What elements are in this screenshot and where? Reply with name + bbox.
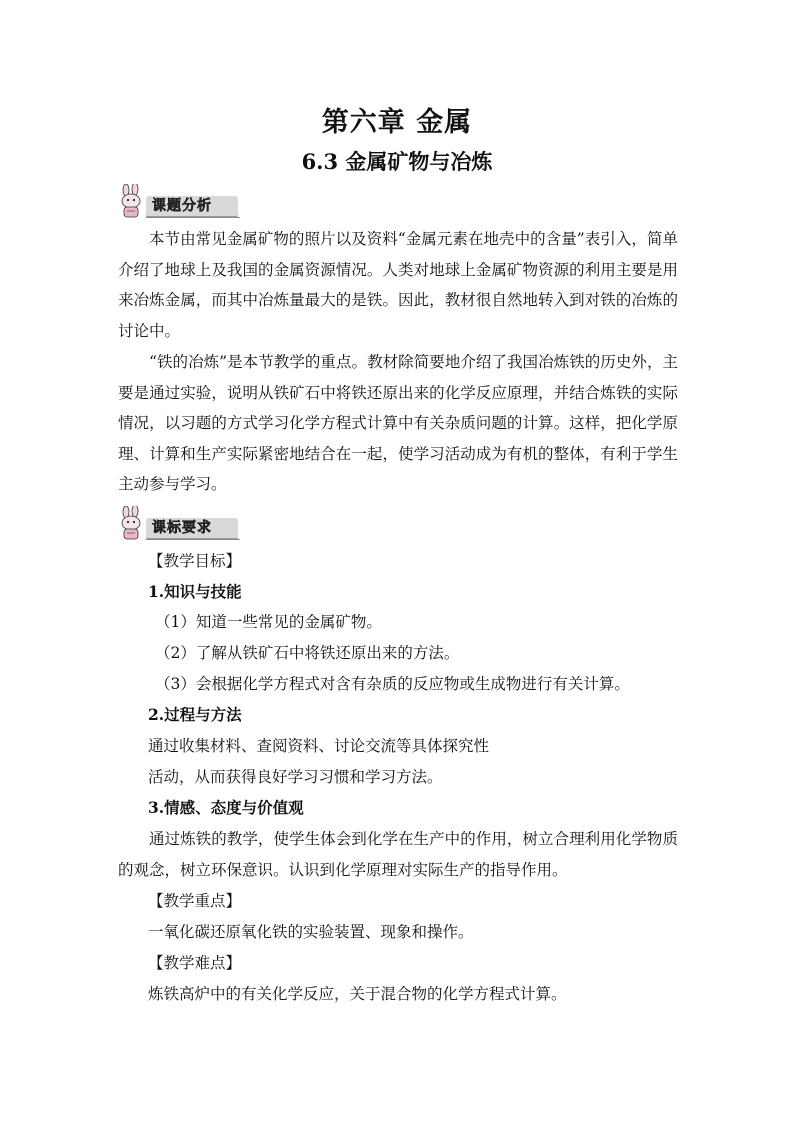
process-methods-line-1: 通过收集材料、查阅资料、讨论交流等具体探究性 bbox=[148, 737, 490, 755]
values-paragraph: 通过炼铁的教学，使学生体会到化学在生产中的作用，树立合理利用化学物质的观念，树立环保意识。认识到化学原理对实际生产的指导作用。 bbox=[118, 830, 678, 879]
objectives-heading: 【教学目标】 bbox=[148, 552, 242, 570]
process-methods-line-2: 活动，从而获得良好学习习惯和学习方法。 bbox=[148, 768, 443, 786]
key-points-text: 一氧化碳还原氧化铁的实验装置、现象和操作。 bbox=[148, 923, 474, 941]
analysis-badge bbox=[116, 184, 240, 218]
knowledge-item-2: （2）了解从铁矿石中将铁还原出来的方法。 bbox=[155, 644, 460, 662]
values-title: 3.情感、态度与价值观 bbox=[148, 798, 304, 817]
analysis-paragraph-2: “铁的冶炼”是本节教学的重点。教材除简要地介绍了我国冶炼铁的历史外，主要是通过实验，说明从铁矿石中将铁还原出来的化学反应原理，并结合炼铁的实际情况，以习题的方式学习化学方程式计算中有关杂质问题的计算。这样，把化学原理、计算和生产实际紧密地结合在一起，使学习活动成为有机的整体，有利于学生主动参与学习。 bbox=[118, 353, 678, 493]
knowledge-item-3: （3）会根据化学方程式对含有杂质的反应物或生成物进行有关计算。 bbox=[155, 675, 630, 693]
knowledge-item-1: （1）知道一些常见的金属矿物。 bbox=[155, 613, 382, 631]
section-title: 6.3 金属矿物与冶炼 bbox=[301, 149, 493, 174]
analysis-badge-label: 课题分析 bbox=[152, 198, 212, 214]
badge-underline bbox=[146, 539, 240, 540]
standards-badge-label: 课标要求 bbox=[152, 520, 212, 536]
badge-underline bbox=[146, 217, 240, 218]
difficult-points-text: 炼铁高炉中的有关化学反应，关于混合物的化学方程式计算。 bbox=[148, 985, 567, 1003]
process-methods-title: 2.过程与方法 bbox=[148, 705, 242, 724]
standards-badge bbox=[116, 506, 240, 540]
knowledge-skills-title: 1.知识与技能 bbox=[148, 582, 242, 601]
chapter-title: 第六章 金属 bbox=[321, 107, 473, 138]
difficult-points-heading: 【教学难点】 bbox=[148, 954, 242, 972]
key-points-heading: 【教学重点】 bbox=[148, 892, 242, 910]
analysis-paragraph-1: 本节由常见金属矿物的照片以及资料“金属元素在地壳中的含量”表引入，简单介绍了地球上及我国的金属资源情况。人类对地球上金属矿物资源的利用主要是用来冶炼金属，而其中冶炼量最大的是铁。因此，教材很自然地转入到对铁的冶炼的讨论中。 bbox=[118, 230, 678, 340]
